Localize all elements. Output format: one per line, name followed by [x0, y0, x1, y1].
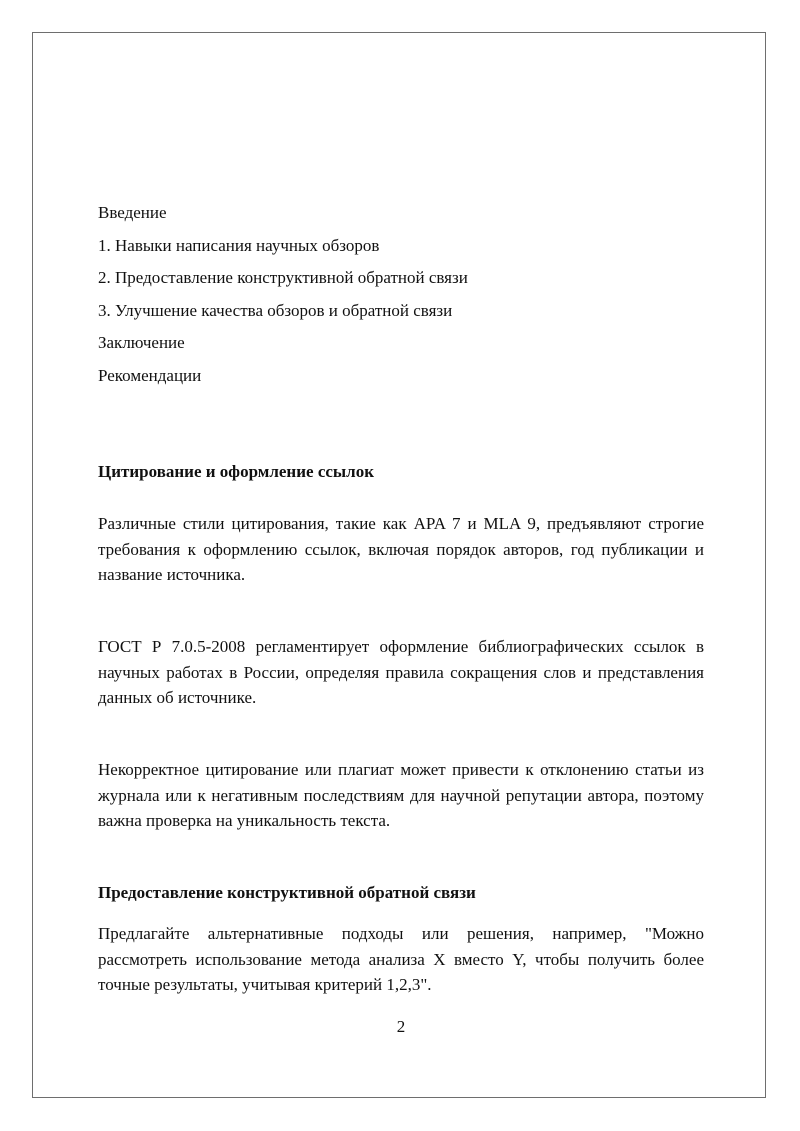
section-heading-citations: Цитирование и оформление ссылок	[98, 462, 375, 481]
page-content	[98, 33, 704, 1097]
toc-item-conclusion: Заключение	[98, 333, 185, 353]
paragraph-gost: ГОСТ Р 7.0.5-2008 регламентирует оформление библиографических ссылок в научных работах в России, определяя правила сокращения слов и представления данных об источнике.	[98, 637, 704, 707]
toc-item-introduction: Введение	[98, 203, 167, 222]
document-page	[32, 32, 766, 1098]
paragraph-alternatives: Предлагайте альтернативные подходы или решения, например, "Можно рассмотреть использование метода анализа X вместо Y, чтобы получить более точные результаты, учитывая критерий 1,2,3".	[98, 924, 704, 994]
toc-item-1: 1. Навыки написания научных обзоров	[98, 235, 380, 255]
toc-item-3: 3. Улучшение качества обзоров и обратной связи	[98, 300, 453, 320]
page-number: 2	[396, 1017, 406, 1036]
table-of-contents	[98, 203, 704, 399]
paragraph-plagiarism: Некорректное цитирование или плагиат может привести к отклонению статьи из журнала или к негативным последствиям для научной репутации автора, поэтому важна проверка на уникальность текста.	[98, 760, 704, 830]
toc-item-recommendations: Рекомендации	[98, 365, 202, 385]
paragraph-citation-styles: Различные стили цитирования, такие как APA 7 и MLA 9, предъявляют строгие требования к оформлению ссылок, включая порядок авторов, год публикации и название источника.	[98, 514, 704, 584]
section-heading-feedback: Предоставление конструктивной обратной связи	[98, 883, 476, 902]
toc-item-2: 2. Предоставление конструктивной обратной связи	[98, 268, 468, 288]
